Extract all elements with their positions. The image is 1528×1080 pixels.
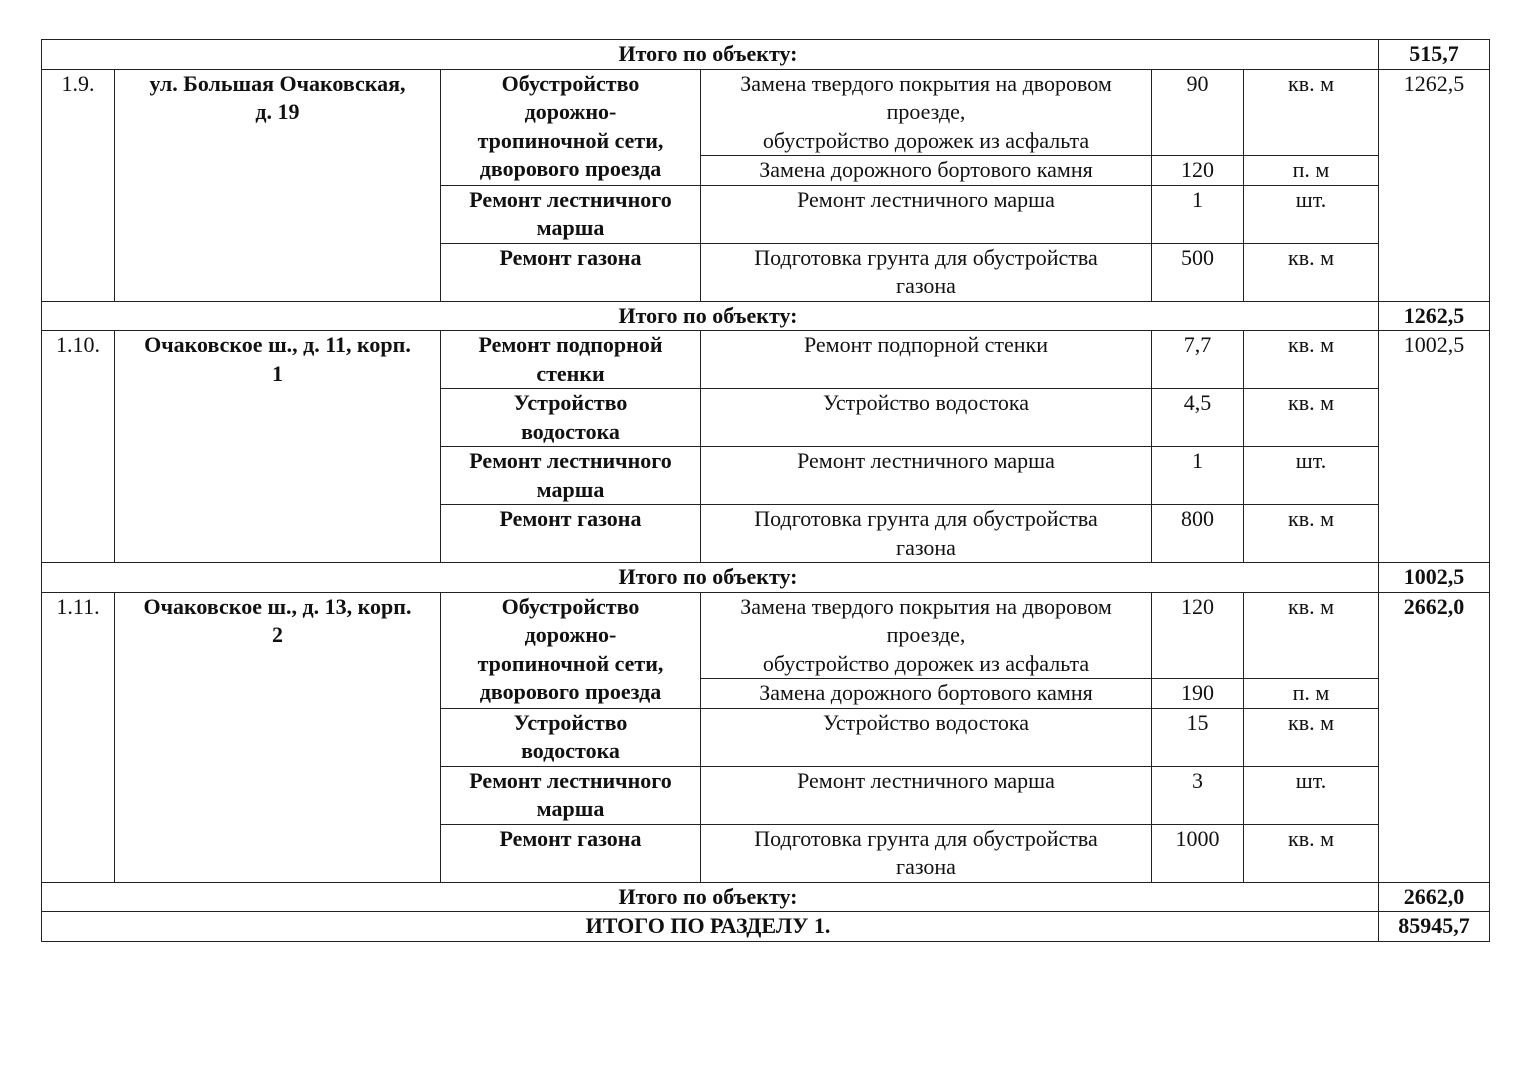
work-quantity: 7,7 — [1152, 331, 1244, 389]
work-unit: кв. м — [1244, 824, 1379, 882]
work-quantity: 1 — [1152, 447, 1244, 505]
work-unit: кв. м — [1244, 389, 1379, 447]
object-total-row — [42, 563, 1490, 593]
work-unit: кв. м — [1244, 708, 1379, 766]
work-category: Ремонт лестничного марша — [441, 447, 701, 505]
work-quantity: 800 — [1152, 505, 1244, 563]
table-body — [42, 40, 1490, 942]
work-description: Подготовка грунта для обустройства газона — [701, 243, 1152, 301]
object-address: ул. Большая Очаковская, д. 19 — [115, 69, 441, 301]
object-total-row — [42, 40, 1490, 70]
work-unit: п. м — [1244, 156, 1379, 186]
work-category: Устройство водостока — [441, 389, 701, 447]
object-number: 1.11. — [42, 592, 115, 882]
work-description: Замена твердого покрытия на дворовом проезде, обустройство дорожек из асфальта — [701, 69, 1152, 156]
work-category: Ремонт газона — [441, 824, 701, 882]
work-description: Устройство водостока — [701, 389, 1152, 447]
object-total-value: 515,7 — [1379, 40, 1490, 70]
work-unit: кв. м — [1244, 592, 1379, 679]
object-total-label: Итого по объекту: — [42, 882, 1379, 912]
work-category: Обустройство дорожно- тропиночной сети, дворового проезда — [441, 69, 701, 185]
work-unit: кв. м — [1244, 69, 1379, 156]
work-category: Ремонт лестничного марша — [441, 766, 701, 824]
object-total-label: Итого по объекту: — [42, 563, 1379, 593]
object-total-label: Итого по объекту: — [42, 301, 1379, 331]
work-unit: шт. — [1244, 185, 1379, 243]
work-category: Ремонт подпорной стенки — [441, 331, 701, 389]
table-row — [42, 69, 1490, 156]
work-description: Ремонт подпорной стенки — [701, 331, 1152, 389]
table-row — [42, 592, 1490, 679]
work-unit: кв. м — [1244, 331, 1379, 389]
section-total-label: ИТОГО ПО РАЗДЕЛУ 1. — [42, 912, 1379, 942]
section-total-value: 85945,7 — [1379, 912, 1490, 942]
work-quantity: 120 — [1152, 592, 1244, 679]
work-description: Ремонт лестничного марша — [701, 447, 1152, 505]
work-quantity: 190 — [1152, 679, 1244, 709]
object-total-row — [42, 301, 1490, 331]
object-total-value: 1002,5 — [1379, 563, 1490, 593]
object-address: Очаковское ш., д. 11, корп. 1 — [115, 331, 441, 563]
work-description: Замена твердого покрытия на дворовом проезде, обустройство дорожек из асфальта — [701, 592, 1152, 679]
work-category: Ремонт лестничного марша — [441, 185, 701, 243]
work-unit: п. м — [1244, 679, 1379, 709]
object-address: Очаковское ш., д. 13, корп. 2 — [115, 592, 441, 882]
table-row — [42, 331, 1490, 389]
work-quantity: 120 — [1152, 156, 1244, 186]
object-cost: 2662,0 — [1379, 592, 1490, 882]
works-table — [41, 39, 1490, 942]
object-number: 1.9. — [42, 69, 115, 301]
object-number: 1.10. — [42, 331, 115, 563]
work-category: Обустройство дорожно- тропиночной сети, дворового проезда — [441, 592, 701, 708]
object-total-label: Итого по объекту: — [42, 40, 1379, 70]
object-cost: 1002,5 — [1379, 331, 1490, 563]
section-total-row — [42, 912, 1490, 942]
work-quantity: 500 — [1152, 243, 1244, 301]
object-total-value: 2662,0 — [1379, 882, 1490, 912]
work-description: Замена дорожного бортового камня — [701, 679, 1152, 709]
work-quantity: 90 — [1152, 69, 1244, 156]
work-description: Подготовка грунта для обустройства газона — [701, 824, 1152, 882]
work-description: Ремонт лестничного марша — [701, 766, 1152, 824]
object-total-row — [42, 882, 1490, 912]
work-category: Устройство водостока — [441, 708, 701, 766]
work-quantity: 1 — [1152, 185, 1244, 243]
work-unit: кв. м — [1244, 243, 1379, 301]
work-unit: кв. м — [1244, 505, 1379, 563]
work-quantity: 1000 — [1152, 824, 1244, 882]
work-quantity: 15 — [1152, 708, 1244, 766]
object-total-value: 1262,5 — [1379, 301, 1490, 331]
work-quantity: 4,5 — [1152, 389, 1244, 447]
work-category: Ремонт газона — [441, 243, 701, 301]
work-unit: шт. — [1244, 447, 1379, 505]
object-cost: 1262,5 — [1379, 69, 1490, 301]
work-description: Устройство водостока — [701, 708, 1152, 766]
work-description: Ремонт лестничного марша — [701, 185, 1152, 243]
work-description: Замена дорожного бортового камня — [701, 156, 1152, 186]
work-unit: шт. — [1244, 766, 1379, 824]
work-quantity: 3 — [1152, 766, 1244, 824]
work-description: Подготовка грунта для обустройства газона — [701, 505, 1152, 563]
work-category: Ремонт газона — [441, 505, 701, 563]
